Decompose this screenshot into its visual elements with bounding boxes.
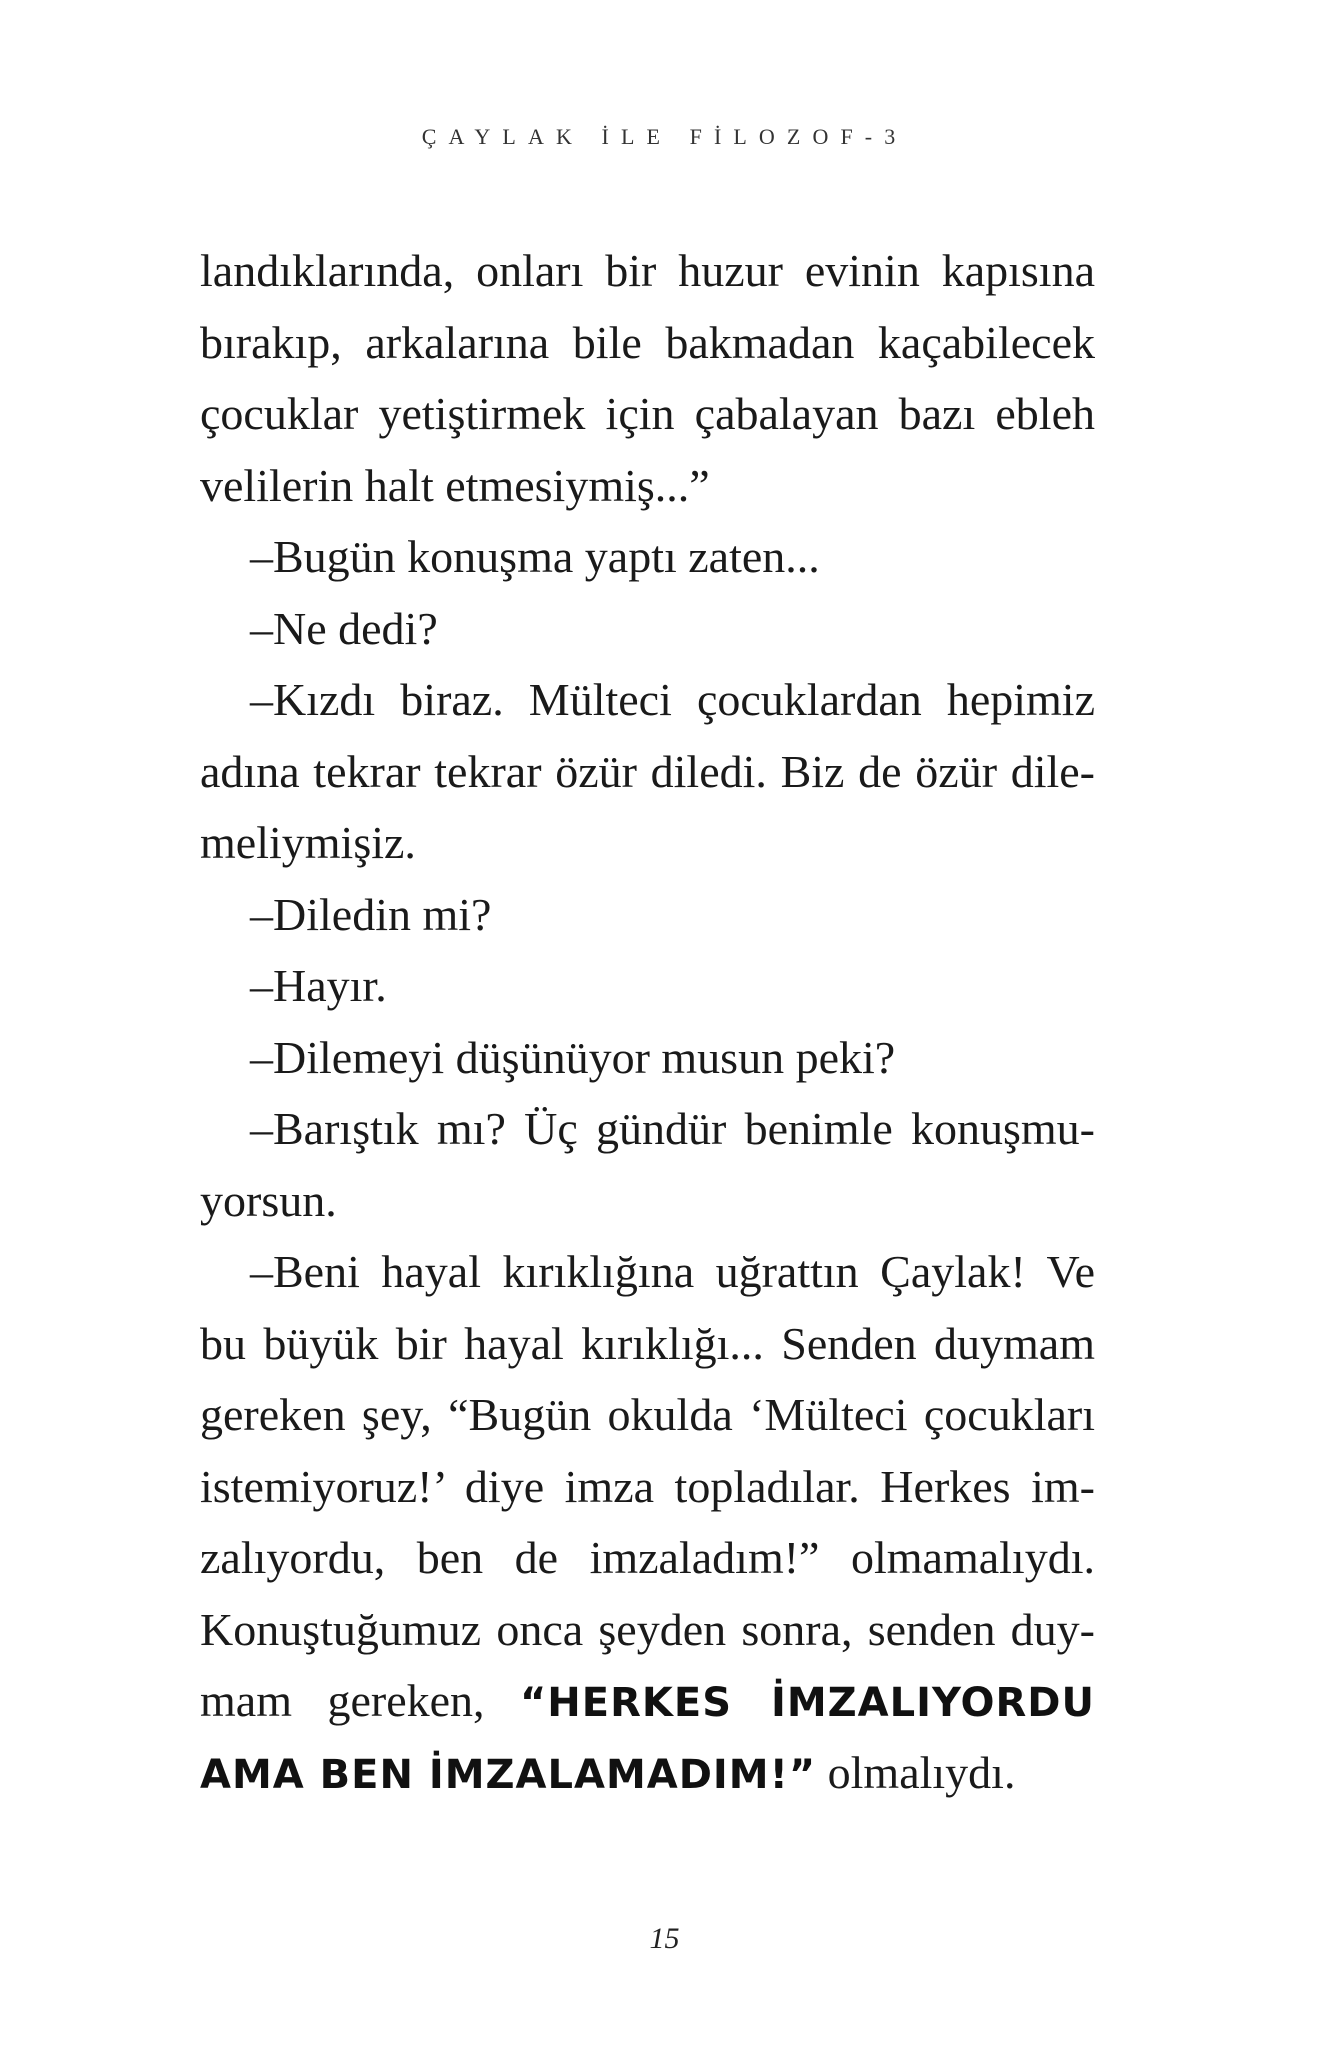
text-line: zalıyordu, ben de imzaladım!” olmamalıydı.: [200, 1532, 1095, 1583]
text-line: [200, 1665, 1095, 1737]
dialogue-line: –Kızdı biraz. Mülteci çocuklardan hepimiz: [250, 674, 1095, 725]
emphasized-quote: “HERKES İMZALIYORDU: [520, 1680, 1095, 1726]
page-number: 15: [649, 1922, 680, 1955]
running-header: ÇAYLAK İLE FİLOZOF-3: [421, 124, 908, 149]
text-line: yorsun.: [200, 1174, 337, 1226]
text-line: gereken şey, “Bugün okulda ‘Mülteci çocukları: [200, 1389, 1095, 1440]
emphasized-quote: AMA BEN İMZALAMADIM!”: [200, 1751, 817, 1798]
text-segment: olmalıydı.: [827, 1746, 1016, 1798]
dialogue-line: –Beni hayal kırıklığına uğrattın Çaylak! Ve: [250, 1246, 1095, 1297]
text-segment: mam gereken,: [200, 1675, 485, 1726]
dialogue-line: –Barıştık mı? Üç gündür benimle konuşmu-: [250, 1103, 1095, 1154]
text-line: istemiyoruz!’ diye imza topladılar. Herkes im-: [200, 1460, 1095, 1512]
text-line: bırakıp, arkalarına bile bakmadan kaçabilecek: [200, 316, 1095, 368]
text-line: [200, 1737, 1095, 1809]
text-line: Konuştuğumuz onca şeyden sonra, senden duy-: [200, 1603, 1095, 1655]
dialogue-line: –Diledin mi?: [250, 888, 492, 940]
text-line: landıklarında, onları bir huzur evinin kapısına: [200, 245, 1095, 296]
dialogue-line: –Ne dedi?: [250, 602, 438, 654]
dialogue-line: –Hayır.: [250, 960, 387, 1011]
text-line: velilerin halt etmesiymiş...”: [200, 459, 710, 511]
text-line: meliymişiz.: [200, 817, 416, 868]
text-line: çocuklar yetiştirmek için çabalayan bazı ebleh: [200, 388, 1095, 439]
text-line: bu büyük bir hayal kırıklığı... Senden duymam: [200, 1317, 1095, 1369]
dialogue-line: –Bugün konuşma yaptı zaten...: [250, 531, 820, 582]
text-line: adına tekrar tekrar özür diledi. Biz de özür dile-: [200, 745, 1095, 797]
page-body-text: [200, 235, 1095, 1808]
dialogue-line: –Dilemeyi düşünüyor musun peki?: [250, 1031, 896, 1083]
